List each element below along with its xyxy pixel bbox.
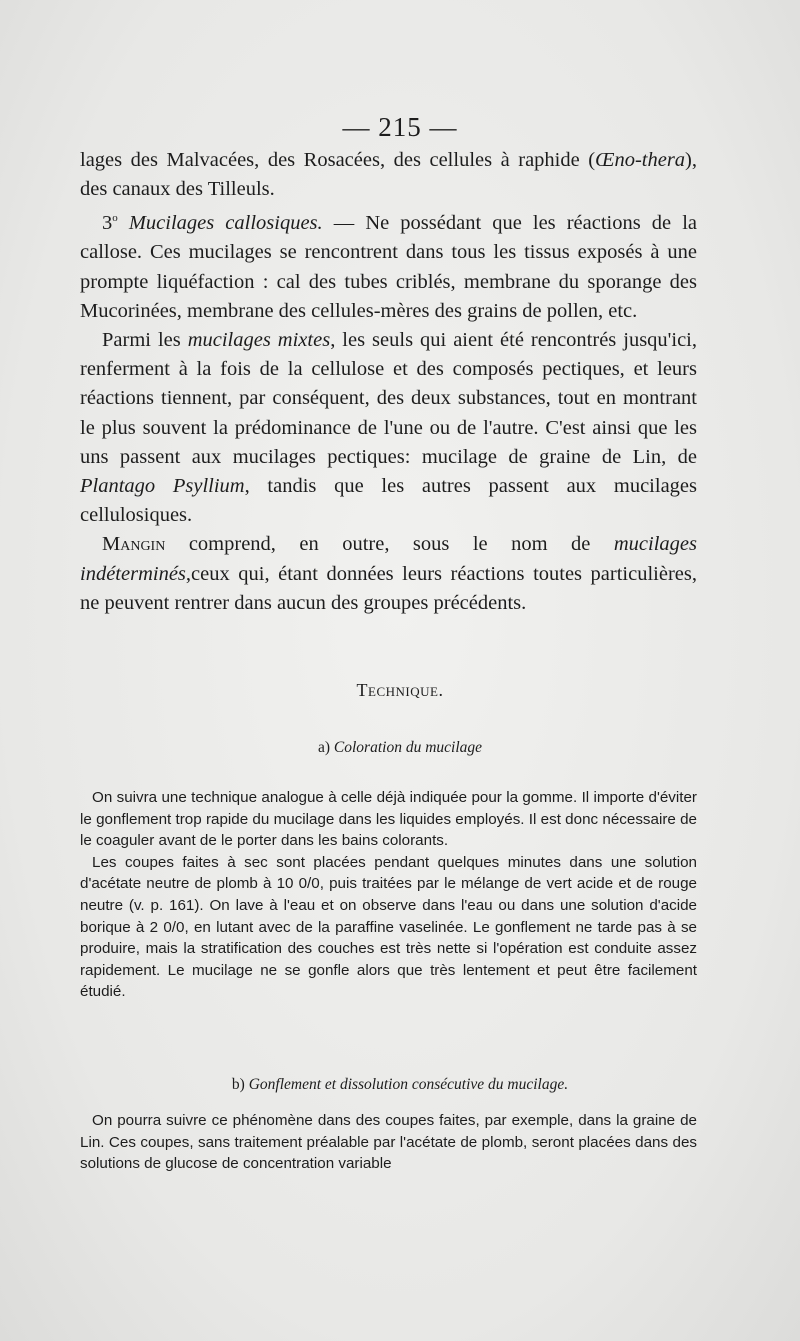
technique-text-a <box>80 787 697 1003</box>
subsection-a-heading: a) Coloration du mucilage <box>317 739 483 756</box>
technique-text-b <box>80 1110 697 1175</box>
paragraph-coupes-sec: Les coupes faites à sec sont placées pendant quelques minutes dans une solution d'acétate neutre de plomb à 10 0/0, puis traitées par le mélange de vert acide et de rouge neutre (v. p. 161). On lave à l'eau et on observe dans l'eau ou dans une solution d'acide borique à 2 0/0, en lutant avec de la paraffine vaselinée. Le gonflement ne tarde pas à se produire, mais la stratification des couches est très nette si l'opération est conduite assez rapidement. Le mucilage ne se gonfle alors que très lentement et peut être facilement étudié. <box>80 853 697 1001</box>
term-mucilages-indetermines: mucilages indéterminés <box>80 533 697 585</box>
taxon-plantago: Plantago Psyllium <box>80 475 245 498</box>
paragraph-mucilages-mixtes: Parmi les mucilages mixtes, les seuls qui aient été rencontrés jusqu'ici, renferment à la fois de la cellulose et des composés pectiques, et leurs réactions tiennent, par conséquent, des deux substances, tout en montrant le plus souvent la prédominance de l'une ou de l'autre. C'est ainsi que les uns passent aux mucilages pectiques: mucilage de graine de Lin, de Plantago Psyllium, tandis que les autres passent aux mucilages cellulosiques. <box>80 329 697 527</box>
subsection-b-heading: b) Gonflement et dissolution consécutive du mucilage. <box>231 1076 569 1093</box>
term-mucilages-mixtes: mucilages mixtes <box>187 329 331 352</box>
paragraph-mucilages-callosiques: 3$^o$ Mucilages callosiques. — Ne possédant que les réactions de la callose. Ces mucilages se rencontrent dans tous les tissus exposés à une prompte liquéfaction : cal des tubes criblés, membrane du sporange des Mucorinées, membrane des cellules-mères des grains de pollen, etc. <box>80 212 698 322</box>
paragraph-malvacees: lages des Malvacées, des Rosacées, des cellules à raphide (Œno-thera), des canaux des Tilleuls. <box>80 149 697 201</box>
taxon-oenothera: Œno-thera <box>595 149 686 171</box>
main-text <box>80 146 697 618</box>
section-title: Technique. <box>356 680 444 700</box>
paragraph-technique-gomme: On suivra une technique analogue à celle déjà indiquée pour la gomme. Il importe d'éviter le gonflement trop rapide du mucilage dans les liquides employés. Il est donc nécessaire de le coaguler avant de le porter dans les bains colorants. <box>80 789 697 850</box>
paragraph-mangin: Mangin comprend, en outre, sous le nom de mucilages indéterminés,ceux qui, étant données leurs réactions toutes particulières, ne peuvent rentrer dans aucun des groupes précédents. <box>80 533 697 614</box>
term-mucilages-callosiques: Mucilages callosiques. <box>128 212 323 235</box>
page-number: — 215 — <box>342 112 458 142</box>
author-mangin: Mangin <box>102 533 166 556</box>
paragraph-gonflement-lin: On pourra suivre ce phénomène dans des coupes faites, par exemple, dans la graine de Lin. Ces coupes, sans traitement préalable par l'acétate de plomb, seront placées dans des solutions de glucose de concentration variable <box>80 1112 697 1173</box>
